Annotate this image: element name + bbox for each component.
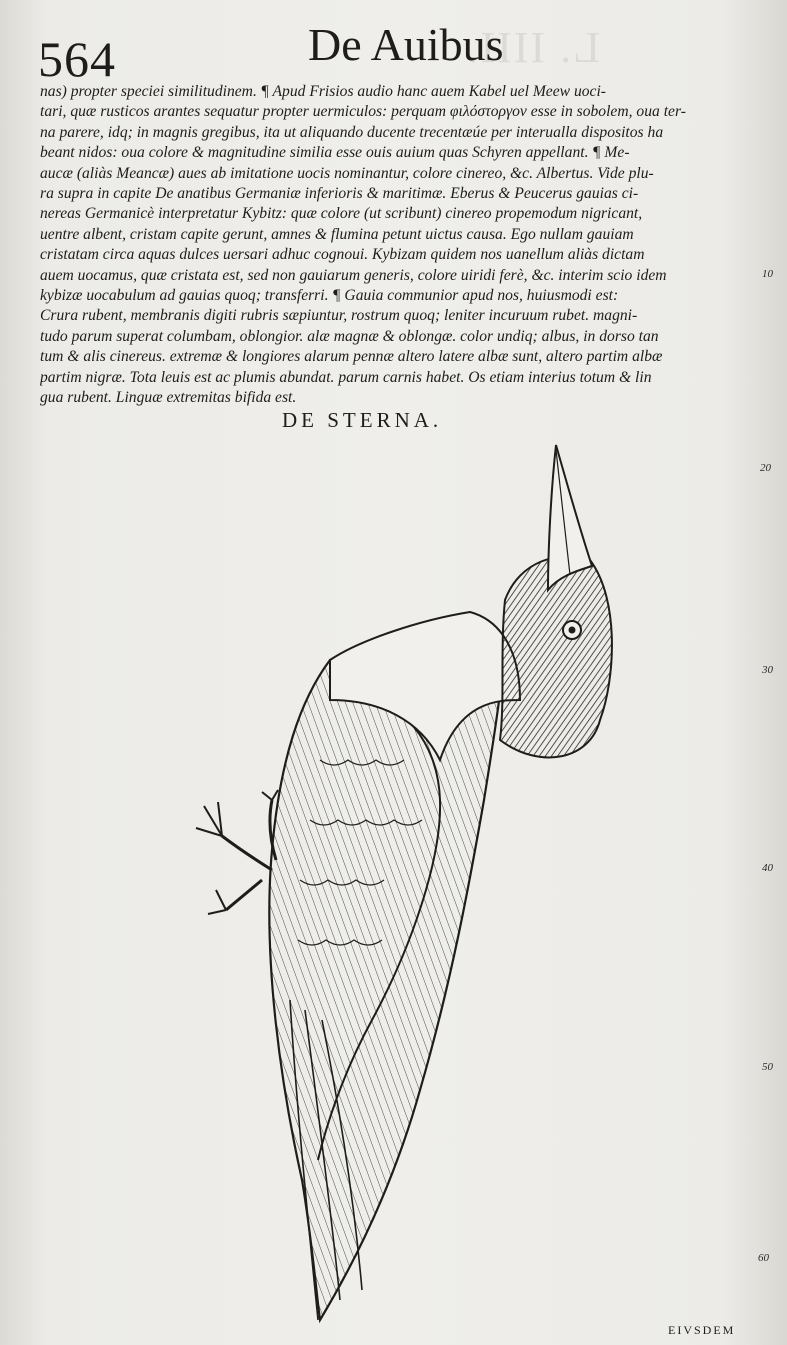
margin-line-number: 30 [762, 664, 773, 676]
text-line: cristatam circa aquas dulces uersari adhuc cognoui. Kybizam quidem nos uanellum aliàs dictam [40, 246, 645, 264]
text-line: nereas Germanicè interpretatur Kybitz: quæ colore (ut scribunt) cinereo propemodum nigricant, [40, 205, 643, 223]
text-line: tudo parum superat columbam, oblongior. alæ magnæ & oblongæ. color undiq; albus, in dorso tan [40, 327, 659, 345]
margin-line-number: 60 [758, 1252, 769, 1264]
margin-line-number: 10 [762, 268, 773, 280]
text-line: aucæ (aliàs Meancæ) aues ab imitatione uocis nominantur, colore cinereo, &c. Albertus. Vide plu- [40, 164, 654, 182]
section-title: DE STERNA. [282, 408, 443, 432]
text-line: beant nidos: oua colore & magnitudine similia esse ouis auium quas Schyren appellant. ¶ Me- [40, 144, 630, 162]
text-line: partim nigræ. Tota leuis est ac plumis abundat. parum carnis habet. Os etiam interius totum & lin [40, 368, 652, 386]
running-head: De Auibus [308, 19, 504, 70]
text-line: tum & alis cinereus. extremæ & longiores alarum pennæ altero latere albæ sunt, altero partim albæ [40, 348, 663, 366]
text-line: Crura rubent, membranis digiti rubris sæpiuntur, rostrum quoq; leniter incuruum rubet. magni- [40, 307, 638, 325]
text-line: tari, quæ rusticos arantes sequatur propter uermiculos: perquam φιλόστοργον esse in sobolem, oua ter- [40, 103, 686, 121]
bleed-through-text: L. IIII. [465, 23, 600, 72]
text-line: gua rubent. Linguæ extremitas bifida est. [40, 389, 297, 407]
text-line: kybizæ uocabulum ad gauias quoq; transferri. ¶ Gauia communior apud nos, huiusmodi est: [40, 287, 619, 305]
text-line: na parere, idq; in magnis gregibus, ita ut aliquando ducente trecentæúe per interualla dispositos ha [40, 123, 664, 141]
margin-line-number: 50 [762, 1061, 773, 1073]
text-line: ra supra in capite De anatibus Germaniæ inferioris & maritimæ. Eberus & Peucerus gauias ci- [40, 185, 639, 203]
text-line: uentre albent, cristam capite gerunt, amnes & flumina petunt uictus causa. Ego nullam gauiam [40, 225, 634, 243]
text-line: auem uocamus, quæ cristata est, sed non gauiarum generis, colore uiridi ferè, &c. interim scio idem [40, 266, 667, 284]
margin-line-number: 20 [760, 462, 771, 474]
catchword: EIVSDEM [668, 1323, 736, 1337]
tern-body [196, 445, 612, 1320]
page-number: 564 [38, 31, 116, 87]
text-line: nas) propter speciei similitudinem. ¶ Apud Frisios audio hanc auem Kabel uel Meew uoci- [40, 83, 606, 100]
margin-line-number: 40 [762, 862, 773, 874]
